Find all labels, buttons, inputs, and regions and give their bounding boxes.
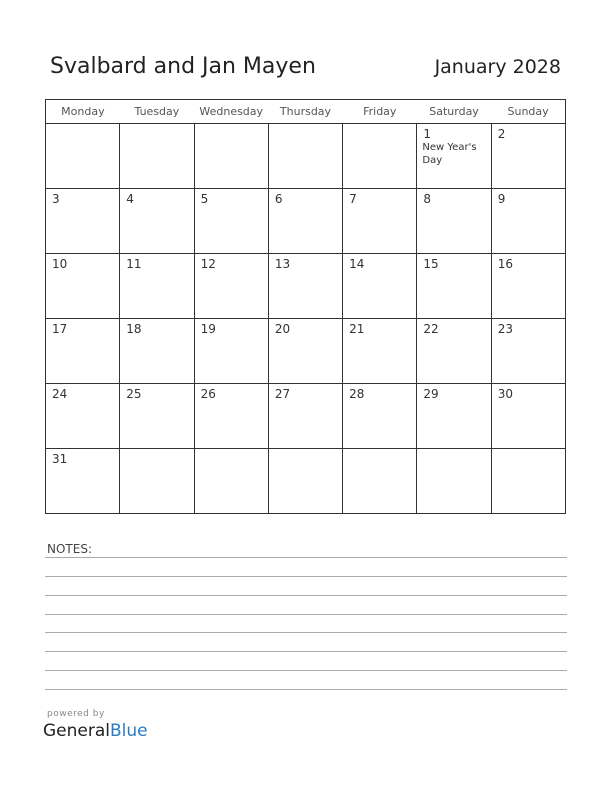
day-number: 31 — [52, 452, 68, 466]
weekday-header: Friday — [343, 100, 417, 124]
calendar-day-cell[interactable] — [268, 449, 342, 514]
calendar-day-cell[interactable] — [194, 124, 268, 189]
calendar-week-row — [46, 124, 566, 189]
note-line — [45, 689, 567, 690]
day-number: 28 — [349, 387, 365, 401]
day-number: 14 — [349, 257, 365, 271]
day-number: 6 — [274, 192, 283, 206]
calendar-day-cell[interactable] — [194, 384, 268, 449]
calendar-day-cell[interactable] — [417, 124, 491, 189]
day-number: 25 — [126, 387, 142, 401]
calendar-day-cell[interactable] — [343, 449, 417, 514]
calendar-day-cell[interactable] — [268, 384, 342, 449]
calendar-day-cell[interactable] — [268, 124, 342, 189]
calendar-day-cell[interactable] — [194, 449, 268, 514]
note-line — [45, 576, 567, 577]
weekday-header: Wednesday — [194, 100, 268, 124]
calendar-day-cell[interactable] — [120, 254, 194, 319]
calendar-day-cell[interactable] — [491, 384, 565, 449]
calendar-day-cell[interactable] — [343, 384, 417, 449]
note-line — [45, 651, 567, 652]
day-number: 30 — [497, 387, 513, 401]
day-number: 7 — [349, 192, 357, 206]
day-number: 15 — [423, 257, 439, 271]
brand-blue: Blue — [110, 721, 148, 741]
calendar-day-cell[interactable] — [46, 384, 120, 449]
calendar-day-cell[interactable] — [417, 189, 491, 254]
day-number: 11 — [126, 257, 142, 271]
calendar-week-row — [46, 254, 566, 319]
notes-label: NOTES: — [47, 542, 92, 556]
calendar-day-cell[interactable] — [120, 124, 194, 189]
day-number: 1 — [423, 127, 432, 141]
calendar-day-cell[interactable] — [343, 189, 417, 254]
calendar-week-row — [46, 189, 566, 254]
day-number: 12 — [200, 257, 216, 271]
calendar-day-cell[interactable] — [194, 189, 268, 254]
day-number: 26 — [200, 387, 216, 401]
day-number: 23 — [497, 322, 513, 336]
day-number: 21 — [349, 322, 365, 336]
note-line — [45, 595, 567, 596]
calendar-day-cell[interactable] — [46, 449, 120, 514]
calendar-day-cell[interactable] — [46, 189, 120, 254]
calendar-week-row — [46, 449, 566, 514]
calendar-country-title: Svalbard and Jan Mayen — [50, 54, 316, 79]
calendar-day-cell[interactable] — [343, 124, 417, 189]
brand-general: General — [43, 721, 110, 741]
brand-logo[interactable] — [43, 721, 148, 741]
calendar-day-cell[interactable] — [417, 254, 491, 319]
weekday-header: Thursday — [268, 100, 342, 124]
calendar-day-cell[interactable] — [417, 449, 491, 514]
calendar-day-cell[interactable] — [46, 319, 120, 384]
day-number: 22 — [423, 322, 439, 336]
note-line — [45, 670, 567, 671]
holiday-label: New Year's Day — [422, 142, 477, 166]
calendar-day-cell[interactable] — [194, 319, 268, 384]
day-number: 10 — [52, 257, 68, 271]
calendar-day-cell[interactable] — [417, 319, 491, 384]
calendar-day-cell[interactable] — [268, 319, 342, 384]
calendar-day-cell[interactable] — [268, 254, 342, 319]
calendar-day-cell[interactable] — [46, 124, 120, 189]
note-line — [45, 557, 567, 558]
calendar-week-row — [46, 319, 566, 384]
note-line — [45, 632, 567, 633]
calendar-day-cell[interactable] — [491, 449, 565, 514]
calendar-day-cell[interactable] — [343, 254, 417, 319]
weekday-header: Saturday — [417, 100, 491, 124]
day-number: 29 — [423, 387, 439, 401]
calendar-day-cell[interactable] — [120, 449, 194, 514]
calendar-day-cell[interactable] — [491, 124, 565, 189]
calendar-day-cell[interactable] — [46, 254, 120, 319]
day-number: 13 — [274, 257, 291, 271]
calendar-day-cell[interactable] — [120, 189, 194, 254]
day-number: 4 — [126, 192, 134, 206]
day-number: 24 — [52, 387, 68, 401]
calendar-day-cell[interactable] — [491, 319, 565, 384]
calendar-day-cell[interactable] — [120, 384, 194, 449]
day-number: 2 — [497, 127, 506, 141]
day-number: 3 — [52, 192, 60, 206]
calendar-day-cell[interactable] — [343, 319, 417, 384]
note-line — [45, 614, 567, 615]
calendar-day-cell[interactable] — [491, 189, 565, 254]
day-number: 17 — [52, 322, 68, 336]
weekday-header: Tuesday — [120, 100, 194, 124]
day-number: 16 — [497, 257, 513, 271]
day-number: 5 — [200, 192, 209, 206]
day-number: 20 — [274, 322, 291, 336]
calendar-month-title: January 2028 — [434, 56, 561, 78]
day-number: 18 — [126, 322, 142, 336]
calendar-grid — [45, 99, 566, 514]
calendar-week-row — [46, 384, 566, 449]
day-number: 19 — [200, 322, 216, 336]
day-number: 8 — [423, 192, 432, 206]
weekday-header: Sunday — [491, 100, 565, 124]
calendar-day-cell[interactable] — [417, 384, 491, 449]
weekday-header: Monday — [46, 100, 120, 124]
day-number: 9 — [497, 192, 506, 206]
calendar-day-cell[interactable] — [194, 254, 268, 319]
calendar-day-cell[interactable] — [268, 189, 342, 254]
day-number: 27 — [274, 387, 291, 401]
powered-by-text: powered by — [47, 709, 105, 719]
weekday-header-row — [46, 100, 566, 124]
calendar-day-cell[interactable] — [120, 319, 194, 384]
calendar-day-cell[interactable] — [491, 254, 565, 319]
